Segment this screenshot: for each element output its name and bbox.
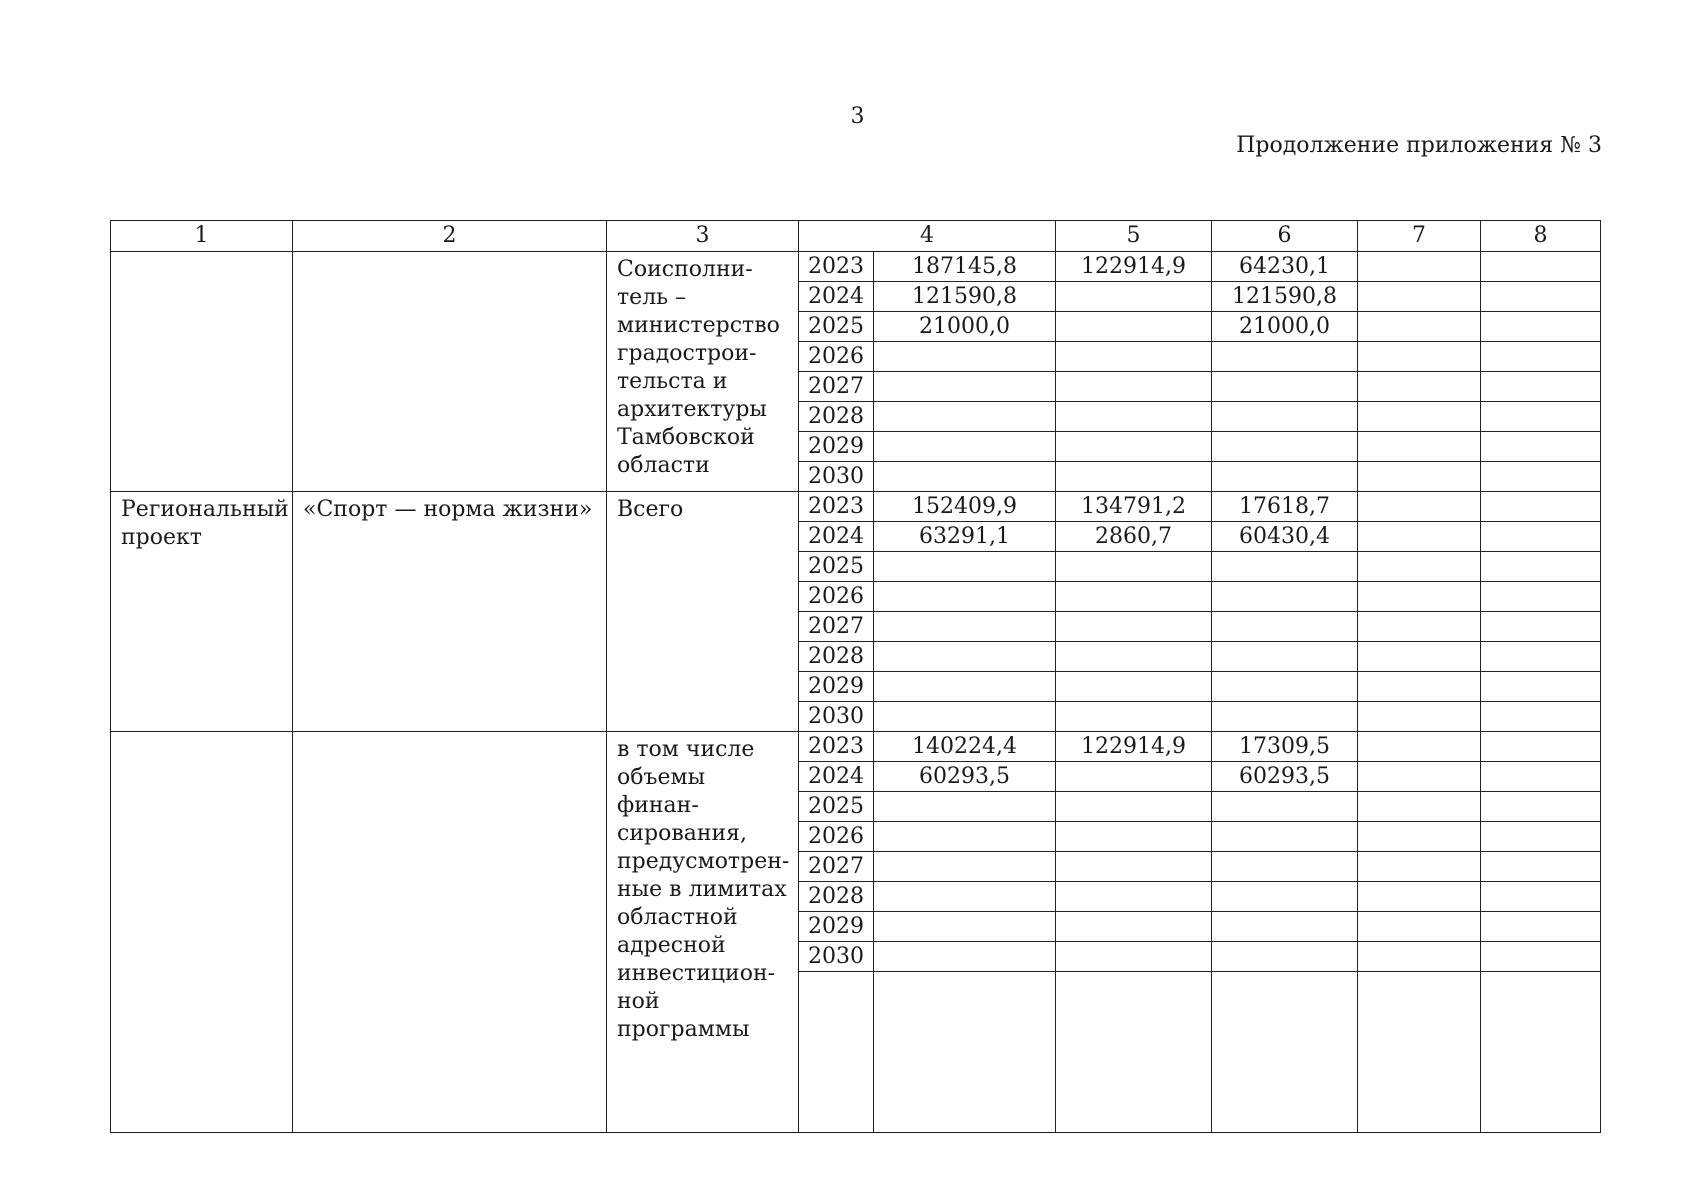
value-cell-col6 xyxy=(1212,402,1358,432)
value-cell-col5: 122914,9 xyxy=(1056,252,1212,282)
value-cell-col7 xyxy=(1358,342,1481,372)
year-cell: 2030 xyxy=(799,462,874,492)
value-cell-col5 xyxy=(1056,342,1212,372)
header-cell: 6 xyxy=(1212,221,1358,252)
value-cell-col7 xyxy=(1358,612,1481,642)
value-cell-col7 xyxy=(1358,282,1481,312)
header-cell: 3 xyxy=(607,221,799,252)
empty-cell xyxy=(1056,972,1212,1133)
group-column-3-cell: Соисполни- тель – министерство градострои- тельста и архитектуры Тамбовской области xyxy=(607,252,799,492)
value-cell-col5 xyxy=(1056,312,1212,342)
year-cell: 2028 xyxy=(799,882,874,912)
empty-cell xyxy=(1212,972,1358,1133)
table-body xyxy=(111,221,1601,1133)
value-cell-col4 xyxy=(874,402,1056,432)
value-cell-col8 xyxy=(1481,672,1601,702)
value-cell-col5 xyxy=(1056,702,1212,732)
header-cell: 8 xyxy=(1481,221,1601,252)
value-cell-col5 xyxy=(1056,552,1212,582)
value-cell-col4 xyxy=(874,822,1056,852)
table-row xyxy=(111,492,1601,522)
value-cell-col5 xyxy=(1056,882,1212,912)
value-cell-col8 xyxy=(1481,492,1601,522)
value-cell-col6 xyxy=(1212,462,1358,492)
value-cell-col8 xyxy=(1481,372,1601,402)
value-cell-col6 xyxy=(1212,672,1358,702)
value-cell-col4 xyxy=(874,702,1056,732)
value-cell-col7 xyxy=(1358,252,1481,282)
value-cell-col4 xyxy=(874,462,1056,492)
value-cell-col4 xyxy=(874,672,1056,702)
value-cell-col6 xyxy=(1212,372,1358,402)
group-column-1-cell xyxy=(111,252,293,492)
value-cell-col8 xyxy=(1481,792,1601,822)
value-cell-col6 xyxy=(1212,882,1358,912)
value-cell-col4 xyxy=(874,912,1056,942)
value-cell-col7 xyxy=(1358,402,1481,432)
value-cell-col5 xyxy=(1056,792,1212,822)
value-cell-col7 xyxy=(1358,852,1481,882)
value-cell-col6: 60293,5 xyxy=(1212,762,1358,792)
year-cell: 2030 xyxy=(799,702,874,732)
empty-cell xyxy=(1481,972,1601,1133)
year-cell: 2025 xyxy=(799,312,874,342)
value-cell-col8 xyxy=(1481,822,1601,852)
value-cell-col5 xyxy=(1056,282,1212,312)
value-cell-col5 xyxy=(1056,642,1212,672)
value-cell-col7 xyxy=(1358,702,1481,732)
year-cell: 2030 xyxy=(799,942,874,972)
value-cell-col5 xyxy=(1056,822,1212,852)
financing-table xyxy=(110,220,1601,1133)
header-cell: 4 xyxy=(799,221,1056,252)
value-cell-col8 xyxy=(1481,942,1601,972)
value-cell-col4: 60293,5 xyxy=(874,762,1056,792)
value-cell-col7 xyxy=(1358,492,1481,522)
value-cell-col4 xyxy=(874,342,1056,372)
value-cell-col4 xyxy=(874,372,1056,402)
value-cell-col4 xyxy=(874,612,1056,642)
value-cell-col4 xyxy=(874,642,1056,672)
value-cell-col8 xyxy=(1481,342,1601,372)
value-cell-col4: 187145,8 xyxy=(874,252,1056,282)
value-cell-col4: 63291,1 xyxy=(874,522,1056,552)
value-cell-col5: 134791,2 xyxy=(1056,492,1212,522)
value-cell-col8 xyxy=(1481,912,1601,942)
value-cell-col6 xyxy=(1212,852,1358,882)
value-cell-col6 xyxy=(1212,942,1358,972)
value-cell-col6 xyxy=(1212,912,1358,942)
value-cell-col7 xyxy=(1358,432,1481,462)
empty-cell xyxy=(1358,972,1481,1133)
empty-cell xyxy=(874,972,1056,1133)
value-cell-col7 xyxy=(1358,822,1481,852)
table-row xyxy=(111,732,1601,762)
value-cell-col6: 17309,5 xyxy=(1212,732,1358,762)
group-column-2-cell xyxy=(293,252,607,492)
year-cell: 2027 xyxy=(799,852,874,882)
value-cell-col8 xyxy=(1481,282,1601,312)
value-cell-col6 xyxy=(1212,612,1358,642)
year-cell: 2023 xyxy=(799,252,874,282)
value-cell-col8 xyxy=(1481,252,1601,282)
value-cell-col5 xyxy=(1056,852,1212,882)
value-cell-col4 xyxy=(874,852,1056,882)
value-cell-col6 xyxy=(1212,822,1358,852)
value-cell-col8 xyxy=(1481,852,1601,882)
value-cell-col8 xyxy=(1481,582,1601,612)
table-row xyxy=(111,252,1601,282)
value-cell-col7 xyxy=(1358,642,1481,672)
year-cell: 2023 xyxy=(799,732,874,762)
year-cell: 2027 xyxy=(799,612,874,642)
value-cell-col8 xyxy=(1481,732,1601,762)
value-cell-col5 xyxy=(1056,942,1212,972)
value-cell-col8 xyxy=(1481,762,1601,792)
value-cell-col8 xyxy=(1481,402,1601,432)
value-cell-col7 xyxy=(1358,942,1481,972)
header-cell: 5 xyxy=(1056,221,1212,252)
header-row xyxy=(111,221,1601,252)
value-cell-col7 xyxy=(1358,372,1481,402)
value-cell-col4: 152409,9 xyxy=(874,492,1056,522)
value-cell-col7 xyxy=(1358,672,1481,702)
year-cell: 2025 xyxy=(799,792,874,822)
value-cell-col4 xyxy=(874,792,1056,822)
value-cell-col8 xyxy=(1481,312,1601,342)
value-cell-col6 xyxy=(1212,792,1358,822)
value-cell-col6 xyxy=(1212,432,1358,462)
value-cell-col8 xyxy=(1481,642,1601,672)
group-column-3-cell: Всего xyxy=(607,492,799,732)
value-cell-col5 xyxy=(1056,402,1212,432)
value-cell-col6 xyxy=(1212,642,1358,672)
value-cell-col8 xyxy=(1481,882,1601,912)
value-cell-col7 xyxy=(1358,522,1481,552)
value-cell-col6: 60430,4 xyxy=(1212,522,1358,552)
value-cell-col5 xyxy=(1056,582,1212,612)
appendix-title: Продолжение приложения № 3 xyxy=(1236,133,1602,158)
year-cell: 2023 xyxy=(799,492,874,522)
value-cell-col8 xyxy=(1481,612,1601,642)
value-cell-col5 xyxy=(1056,762,1212,792)
value-cell-col6 xyxy=(1212,702,1358,732)
header-cell: 7 xyxy=(1358,221,1481,252)
group-column-3-cell: в том числе объемы финан- сирования, предусмотрен- ные в лимитах областной адресной инвестицион- ной программы xyxy=(607,732,799,1133)
year-cell: 2026 xyxy=(799,582,874,612)
group-column-2-cell xyxy=(293,732,607,1133)
group-column-2-cell: «Спорт — норма жизни» xyxy=(293,492,607,732)
year-cell: 2027 xyxy=(799,372,874,402)
value-cell-col7 xyxy=(1358,912,1481,942)
value-cell-col4 xyxy=(874,582,1056,612)
group-column-1-cell: Региональный проект xyxy=(111,492,293,732)
year-cell: 2029 xyxy=(799,672,874,702)
value-cell-col6: 64230,1 xyxy=(1212,252,1358,282)
empty-cell xyxy=(799,972,874,1133)
value-cell-col6 xyxy=(1212,582,1358,612)
value-cell-col6: 17618,7 xyxy=(1212,492,1358,522)
value-cell-col7 xyxy=(1358,582,1481,612)
value-cell-col8 xyxy=(1481,552,1601,582)
value-cell-col6: 121590,8 xyxy=(1212,282,1358,312)
value-cell-col5 xyxy=(1056,612,1212,642)
value-cell-col5 xyxy=(1056,432,1212,462)
year-cell: 2024 xyxy=(799,282,874,312)
value-cell-col5 xyxy=(1056,372,1212,402)
value-cell-col4: 121590,8 xyxy=(874,282,1056,312)
year-cell: 2024 xyxy=(799,522,874,552)
value-cell-col8 xyxy=(1481,462,1601,492)
value-cell-col7 xyxy=(1358,882,1481,912)
value-cell-col5 xyxy=(1056,462,1212,492)
value-cell-col5 xyxy=(1056,912,1212,942)
group-column-1-cell xyxy=(111,732,293,1133)
value-cell-col7 xyxy=(1358,762,1481,792)
value-cell-col4 xyxy=(874,552,1056,582)
year-cell: 2029 xyxy=(799,912,874,942)
year-cell: 2029 xyxy=(799,432,874,462)
value-cell-col4 xyxy=(874,432,1056,462)
value-cell-col7 xyxy=(1358,312,1481,342)
value-cell-col7 xyxy=(1358,792,1481,822)
value-cell-col8 xyxy=(1481,522,1601,552)
year-cell: 2024 xyxy=(799,762,874,792)
year-cell: 2028 xyxy=(799,402,874,432)
value-cell-col5: 122914,9 xyxy=(1056,732,1212,762)
value-cell-col7 xyxy=(1358,732,1481,762)
year-cell: 2025 xyxy=(799,552,874,582)
value-cell-col8 xyxy=(1481,432,1601,462)
value-cell-col4 xyxy=(874,942,1056,972)
value-cell-col4: 140224,4 xyxy=(874,732,1056,762)
value-cell-col6: 21000,0 xyxy=(1212,312,1358,342)
value-cell-col8 xyxy=(1481,702,1601,732)
value-cell-col6 xyxy=(1212,552,1358,582)
header-cell: 2 xyxy=(293,221,607,252)
value-cell-col5: 2860,7 xyxy=(1056,522,1212,552)
year-cell: 2026 xyxy=(799,342,874,372)
value-cell-col7 xyxy=(1358,462,1481,492)
header-cell: 1 xyxy=(111,221,293,252)
year-cell: 2026 xyxy=(799,822,874,852)
value-cell-col6 xyxy=(1212,342,1358,372)
value-cell-col5 xyxy=(1056,672,1212,702)
year-cell: 2028 xyxy=(799,642,874,672)
value-cell-col4: 21000,0 xyxy=(874,312,1056,342)
value-cell-col4 xyxy=(874,882,1056,912)
value-cell-col7 xyxy=(1358,552,1481,582)
page-number: 3 xyxy=(850,104,865,129)
